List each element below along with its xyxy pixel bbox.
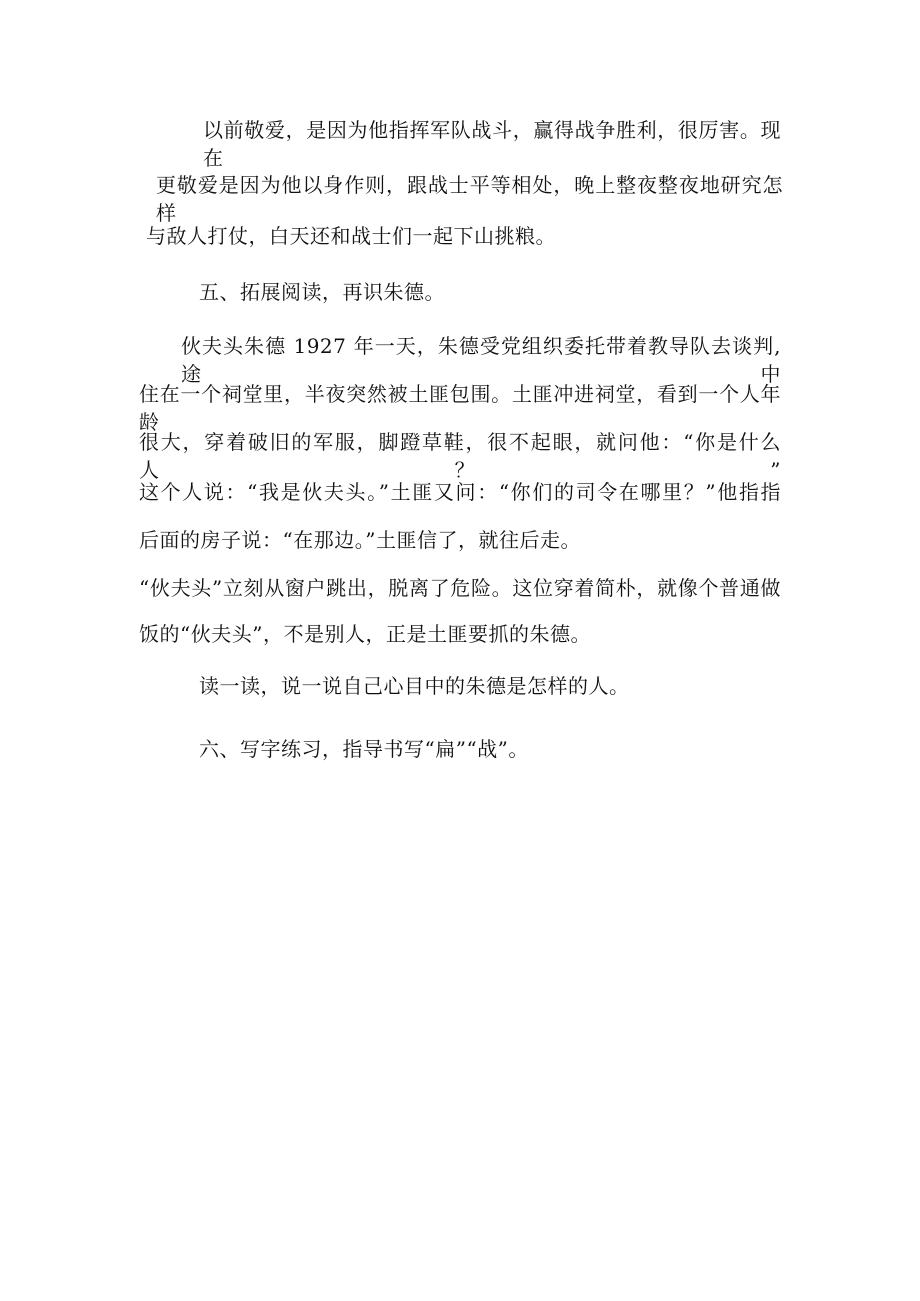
story-line: 伙夫头朱德 1927 年一天，朱德受党组织委托带着教导队去谈判,途中 bbox=[181, 334, 781, 386]
story-line: 很大，穿着破旧的军服，脚蹬草鞋，很不起眼，就问他：“你是什么人？” bbox=[139, 430, 781, 482]
paragraph-line: 更敬爱是因为他以身作则，跟战士平等相处，晚上整夜整夜地研究怎样 bbox=[156, 173, 783, 225]
story-line: 这个人说：“我是伙夫头。”土匪又问：“你们的司令在哪里？”他指指 bbox=[139, 480, 781, 504]
paragraph-line: 与敌人打仗，白天还和战士们一起下山挑粮。 bbox=[146, 224, 556, 248]
reading-task: 读一读，说一说自己心目中的朱德是怎样的人。 bbox=[199, 674, 630, 698]
story-line: 后面的房子说：“在那边。”土匪信了，就往后走。 bbox=[139, 528, 581, 552]
section-heading: 五、拓展阅读，再识朱德。 bbox=[199, 280, 445, 304]
story-line: 饭的“伙夫头”，不是别人，正是土匪要抓的朱德。 bbox=[139, 622, 591, 646]
story-line: “伙夫头”立刻从窗户跳出，脱离了危险。这位穿着简朴，就像个普通做 bbox=[139, 576, 781, 600]
paragraph-line: 以前敬爱，是因为他指挥军队战斗，赢得战争胜利，很厉害。现在 bbox=[203, 118, 781, 170]
section-heading: 六、写字练习，指导书写“扁”“战”。 bbox=[199, 737, 529, 761]
story-line: 住在一个祠堂里，半夜突然被土匪包围。土匪冲进祠堂，看到一个人年龄 bbox=[139, 382, 781, 434]
